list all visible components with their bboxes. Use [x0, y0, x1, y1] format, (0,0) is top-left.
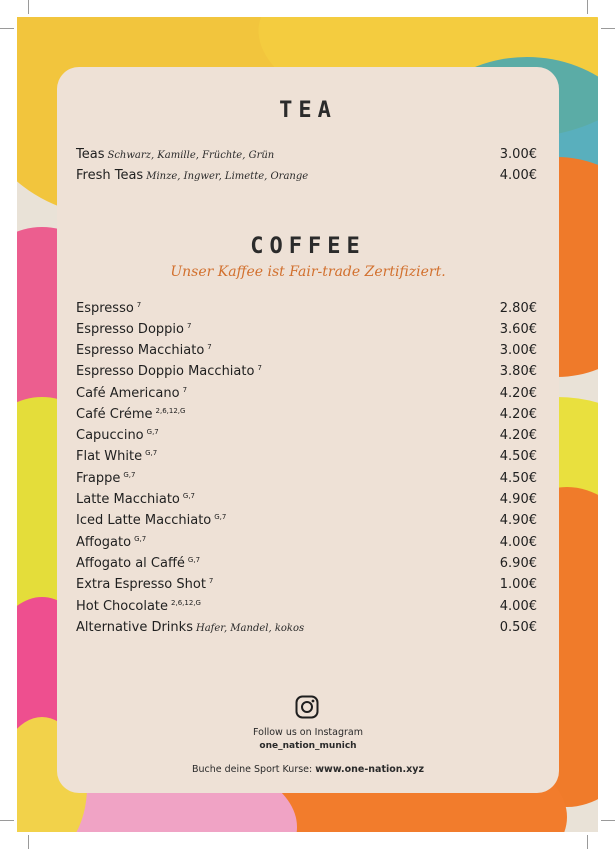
item-price: 6.90€ — [499, 556, 537, 571]
item-note: Schwarz, Kamille, Früchte, Grün — [107, 150, 275, 161]
menu-item — [76, 449, 537, 469]
item-price: 4.90€ — [499, 492, 537, 507]
item-name: Hot Chocolate — [76, 599, 169, 614]
allergen-codes: G,7 — [134, 535, 147, 543]
allergen-codes: 2,6,12,G — [171, 599, 201, 607]
allergen-codes: 7 — [208, 577, 214, 585]
item-name: Espresso — [76, 301, 134, 316]
allergen-codes: G,7 — [214, 513, 227, 521]
menu-item — [76, 599, 537, 619]
item-price: 3.80€ — [499, 364, 537, 379]
menu-item — [76, 471, 537, 491]
menu-item — [76, 577, 537, 597]
item-note: Minze, Ingwer, Limette, Orange — [146, 171, 309, 182]
item-price: 4.20€ — [499, 386, 537, 401]
item-price: 3.60€ — [499, 322, 537, 337]
allergen-codes: 7 — [257, 364, 262, 372]
crop-mark — [601, 820, 615, 821]
crop-mark — [28, 835, 29, 849]
item-name: Alternative Drinks — [76, 620, 193, 635]
allergen-codes: 7 — [182, 386, 188, 394]
item-name: Teas — [76, 147, 105, 162]
item-name: Café Créme — [76, 407, 153, 422]
crop-mark — [28, 0, 29, 14]
allergen-codes: 7 — [186, 322, 192, 330]
item-name: Capuccino — [76, 428, 144, 443]
menu-item — [76, 428, 537, 448]
menu-item — [76, 407, 537, 427]
item-name: Fresh Teas — [76, 168, 144, 183]
crop-mark — [0, 28, 14, 29]
item-name: Affogato — [76, 535, 132, 550]
allergen-codes: 7 — [207, 343, 212, 351]
item-name: Affogato al Caffé — [76, 556, 185, 571]
tea-title: TEA — [279, 98, 337, 123]
crop-mark — [601, 28, 615, 29]
item-price: 4.00€ — [499, 599, 537, 614]
allergen-codes: G,7 — [182, 492, 195, 500]
menu-item — [76, 147, 537, 167]
menu-item — [76, 322, 537, 342]
menu-item — [76, 556, 537, 576]
allergen-codes: G,7 — [146, 428, 159, 436]
menu-item — [76, 535, 537, 555]
booking-line — [57, 764, 559, 775]
coffee-subtitle: Unser Kaffee ist Fair-trade Zertifiziert. — [170, 264, 446, 280]
menu-item — [76, 386, 537, 406]
booking-text: Buche deine Sport Kurse: — [191, 764, 313, 775]
item-name: Café Americano — [76, 386, 180, 401]
menu-card — [57, 67, 559, 793]
crop-mark — [587, 0, 588, 14]
item-price: 4.00€ — [499, 535, 537, 550]
menu-item — [76, 168, 537, 188]
menu-item — [76, 343, 537, 363]
instagram-icon[interactable] — [295, 695, 319, 719]
allergen-codes: G,7 — [187, 556, 201, 564]
item-price: 1.00€ — [499, 577, 537, 592]
item-price: 4.50€ — [499, 471, 537, 486]
allergen-codes: 7 — [136, 301, 142, 309]
item-price: 3.00€ — [499, 147, 537, 162]
item-price: 4.20€ — [499, 428, 537, 443]
menu-item — [76, 620, 537, 640]
item-price: 4.90€ — [499, 513, 537, 528]
coffee-title: COFFEE — [250, 234, 366, 259]
item-name: Espresso Doppio Macchiato — [76, 364, 255, 379]
menu-item — [76, 301, 537, 321]
website-link[interactable]: www.one-nation.xyz — [315, 764, 424, 775]
item-note: Hafer, Mandel, kokos — [195, 623, 305, 634]
item-name: Flat White — [76, 449, 143, 464]
item-price: 4.50€ — [499, 449, 537, 464]
menu-item — [76, 513, 537, 533]
allergen-codes: 2,6,12,G — [155, 407, 186, 415]
allergen-codes: G,7 — [145, 449, 158, 457]
crop-mark — [587, 835, 588, 849]
crop-mark — [0, 820, 14, 821]
allergen-codes: G,7 — [123, 471, 136, 479]
item-name: Iced Latte Macchiato — [76, 513, 212, 528]
follow-text: Follow us on Instagram — [253, 727, 363, 738]
item-price: 4.20€ — [499, 407, 537, 422]
item-price: 2.80€ — [499, 301, 537, 316]
menu-item — [76, 492, 537, 512]
item-name: Frappe — [76, 471, 121, 486]
instagram-handle[interactable]: one_nation_munich — [259, 741, 357, 751]
menu-item — [76, 364, 537, 384]
item-price: 4.00€ — [499, 168, 537, 183]
item-price: 3.00€ — [499, 343, 537, 358]
item-price: 0.50€ — [499, 620, 537, 635]
item-name: Extra Espresso Shot — [76, 577, 206, 592]
item-name: Espresso Macchiato — [76, 343, 205, 358]
item-name: Espresso Doppio — [76, 322, 184, 337]
item-name: Latte Macchiato — [76, 492, 180, 507]
